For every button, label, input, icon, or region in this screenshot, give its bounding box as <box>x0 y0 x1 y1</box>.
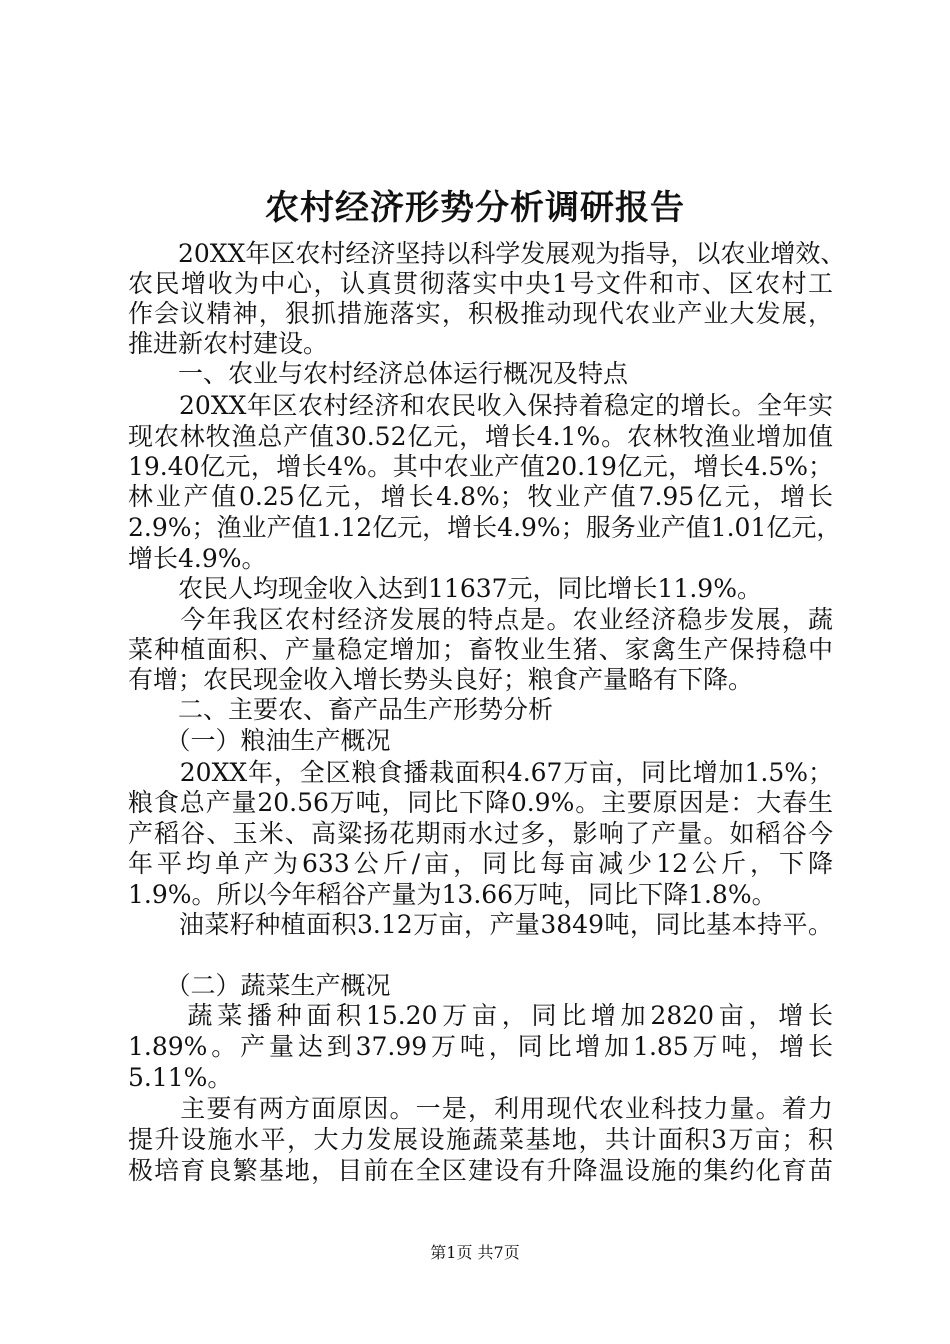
text-line: 20XX年区农村经济坚持以科学发展观为指导，以农业增效、 <box>128 239 846 268</box>
section-heading: 二、主要农、畜产品生产形势分析 <box>128 695 554 724</box>
text-line: 有增；农民现金收入增长势头良好；粮食产量略有下降。 <box>128 665 754 694</box>
text-line: 蔬菜播种面积15.20万亩，同比增加2820亩，增长 <box>128 1001 833 1030</box>
text-line: 2.9%；渔业产值1.12亿元，增长4.9%；服务业产值1.01亿元， <box>128 513 842 542</box>
text-line: 20XX年区农村经济和农民收入保持着稳定的增长。全年实 <box>128 391 833 420</box>
text-line: 1.89%。产量达到37.99万吨，同比增加1.85万吨，增长 <box>128 1032 833 1061</box>
text-line: 极培育良繁基地，目前在全区建设有升降温设施的集约化育苗 <box>128 1156 833 1185</box>
text-line: 20XX年，全区粮食播栽面积4.67万亩，同比增加1.5%； <box>128 758 833 787</box>
text-line: 粮食总产量20.56万吨，同比下降0.9%。主要原因是：大春生 <box>128 788 833 817</box>
text-line: 现农林牧渔总产值30.52亿元，增长4.1%。农林牧渔业增加值 <box>128 422 833 451</box>
text-line: 1.9%。所以今年稻谷产量为13.66万吨，同比下降1.8%。 <box>128 880 777 909</box>
text-line: 今年我区农村经济发展的特点是。农业经济稳步发展，蔬 <box>128 605 833 634</box>
text-line: 农民增收为中心，认真贯彻落实中央1号文件和市、区农村工 <box>128 269 833 298</box>
document-title: 农村经济形势分析调研报告 <box>265 188 685 228</box>
text-line: 林业产值0.25亿元，增长4.8%；牧业产值7.95亿元，增长 <box>128 482 833 511</box>
text-line: 油菜籽种植面积3.12万亩，产量3849吨，同比基本持平。 <box>128 910 833 939</box>
text-line: 农民人均现金收入达到11637元，同比增长11.9%。 <box>128 574 762 603</box>
text-line: 产稻谷、玉米、高粱扬花期雨水过多，影响了产量。如稻谷今 <box>128 819 833 848</box>
text-line: 主要有两方面原因。一是，利用现代农业科技力量。着力 <box>128 1094 833 1123</box>
text-line: 5.11%。 <box>128 1063 233 1092</box>
text-line: 菜种植面积、产量稳定增加；畜牧业生猪、家禽生产保持稳中 <box>128 635 833 664</box>
text-line: 增长4.9%。 <box>128 544 267 573</box>
text-line: 19.40亿元，增长4%。其中农业产值20.19亿元，增长4.5%； <box>128 452 833 481</box>
page-number: 第1页 共7页 <box>430 1243 520 1262</box>
text-line: 推进新农村建设。 <box>128 329 329 358</box>
text-line: 提升设施水平，大力发展设施蔬菜基地，共计面积3万亩；积 <box>128 1125 833 1154</box>
text-line: 作会议精神，狠抓措施落实，积极推动现代农业产业大发展， <box>128 299 833 328</box>
section-heading: 一、农业与农村经济总体运行概况及特点 <box>128 359 629 388</box>
subsection-heading: （一）粮油生产概况 <box>128 726 391 755</box>
text-line: 年平均单产为633公斤/亩，同比每亩减少12公斤，下降 <box>128 849 833 878</box>
subsection-heading: （二）蔬菜生产概况 <box>128 971 391 1000</box>
